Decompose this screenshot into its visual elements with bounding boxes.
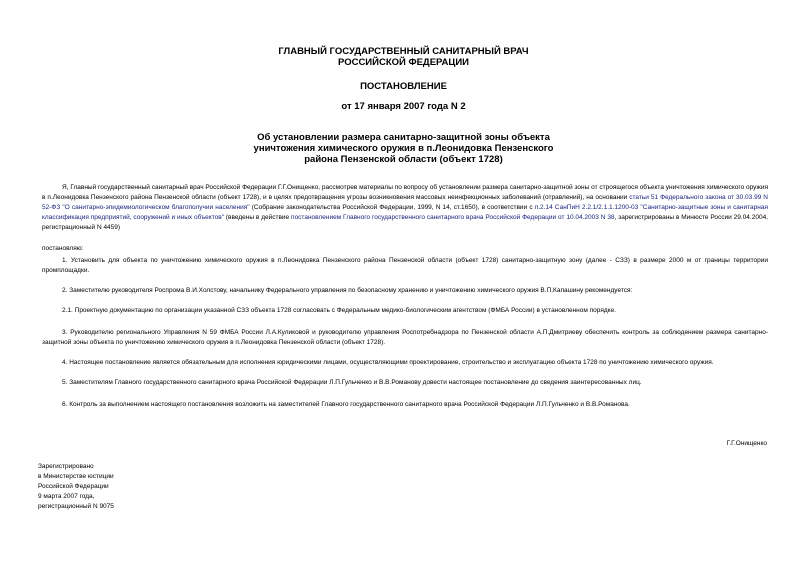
resolution-link[interactable]: постановлением Главного государственного санитарного врача Российской Федерации от 10.04.2003 N 38 xyxy=(291,214,615,221)
title-line-2: уничтожения химического оружия в п.Леонидовка Пензенского xyxy=(253,143,554,154)
registration-line: в Министерстве юстиции xyxy=(38,473,114,480)
registration-line: 9 марта 2007 года, xyxy=(38,493,95,500)
registration-block xyxy=(38,462,114,512)
intro-text-3: (введены в действие xyxy=(224,214,292,221)
issuer-line-1: ГЛАВНЫЙ ГОСУДАРСТВЕННЫЙ САНИТАРНЫЙ ВРАЧ xyxy=(278,46,529,57)
registration-line: регистрационный N 9075 xyxy=(38,503,114,510)
intro-text-1: Я, Главный государственный санитарный врач Российской Федерации Г.Г.Онищенко, рассмотрев материалы по вопросу об установлении размера санитарно-защитной зоны от строящегося объекта уничтожения химического оружия в п.Леонидовка Пензенского района Пензенской области (объект 1728), и в целях предотвращения угрозы возникновения массовых неинфекционных заболеваний (отравлений), на основании xyxy=(42,184,768,201)
intro-text-2: (Собрание законодательства Российской Федерации, 1999, N 14, ст.1650), в соответствии с xyxy=(249,204,535,211)
registration-line: Российской Федерации xyxy=(38,483,109,490)
issuer-heading xyxy=(0,46,807,68)
intro-paragraph xyxy=(42,183,768,233)
signature: Г.Г.Онищенко xyxy=(726,440,767,447)
document-title xyxy=(0,132,807,165)
title-line-3: района Пензенской области (объект 1728) xyxy=(304,154,503,165)
item-4: 4. Настоящее постановление является обязательным для исполнения юридическими лицами, осуществляющими проектирование, строительство и эксплуатацию объекта 1728 по уничтожению химического оружия. xyxy=(62,359,714,366)
registration-line: Зарегистрировано xyxy=(38,463,94,470)
issuer-line-2: РОССИЙСКОЙ ФЕДЕРАЦИИ xyxy=(337,57,469,68)
item-5: 5. Заместителям Главного государственного санитарного врача Российской Федерации Л.П.Гульченко и В.В.Романову довести настоящее постановление до сведения заинтересованных лиц. xyxy=(62,379,642,386)
sanpin-link[interactable]: п.2.14 СанПиН 2.2.1/2.1.1.1200-03 "Санитарно-защитные зоны и санитарная классификация предприятий, сооружений и иных объектов" xyxy=(42,204,769,221)
doc-type-heading: ПОСТАНОВЛЕНИЕ xyxy=(360,81,447,92)
item-3: 3. Руководителю регионального Управления N 59 ФМБА России Л.А.Куликовой и руководителю управления Роспотребнадзора по Пензенской области А.П.Дмитриеву обеспечить контроль за соблюдением размера санитарно-защитной зоны объекта по уничтожению химического оружия в п.Леонидовка Пензенской области (объект 1728). xyxy=(42,329,768,346)
decree-word: постановляю: xyxy=(42,245,84,252)
date-number-heading: от 17 января 2007 года N 2 xyxy=(341,101,466,112)
item-2-1: 2.1. Проектную документацию по организации указанной СЗЗ объекта 1728 согласовать с Федеральным медико-биологическим агентством (ФМБА России) в установленном порядке. xyxy=(62,307,616,314)
item-1: 1. Установить для объекта по уничтожению химического оружия в п.Леонидовка Пензенского района Пензенской области (объект 1728) санитарно-защитную зону (далее - СЗЗ) в размере 2000 м от границы территории промплощадки. xyxy=(42,257,768,274)
law-link[interactable]: статьи 51 Федерального закона от 30.03.99 N 52-ФЗ "О санитарно-эпидемиологическом благополучии населения" xyxy=(42,194,768,211)
item-2: 2. Заместителю руководителя Роспрома В.И.Холстову, начальнику Федерального управления по безопасному хранению и уничтожению химического оружия В.П.Капашину рекомендуется: xyxy=(62,287,633,294)
intro-text-4: , зарегистрированы в Минюсте России 29.04.2004, регистрационный N 4459) xyxy=(42,214,768,231)
title-line-1: Об установлении размера санитарно-защитной зоны объекта xyxy=(257,132,550,143)
item-6: 6. Контроль за выполнением настоящего постановления возложить на заместителей Главного государственного санитарного врача Российской Федерации Л.П.Гульченко и В.В.Романова. xyxy=(62,401,630,408)
